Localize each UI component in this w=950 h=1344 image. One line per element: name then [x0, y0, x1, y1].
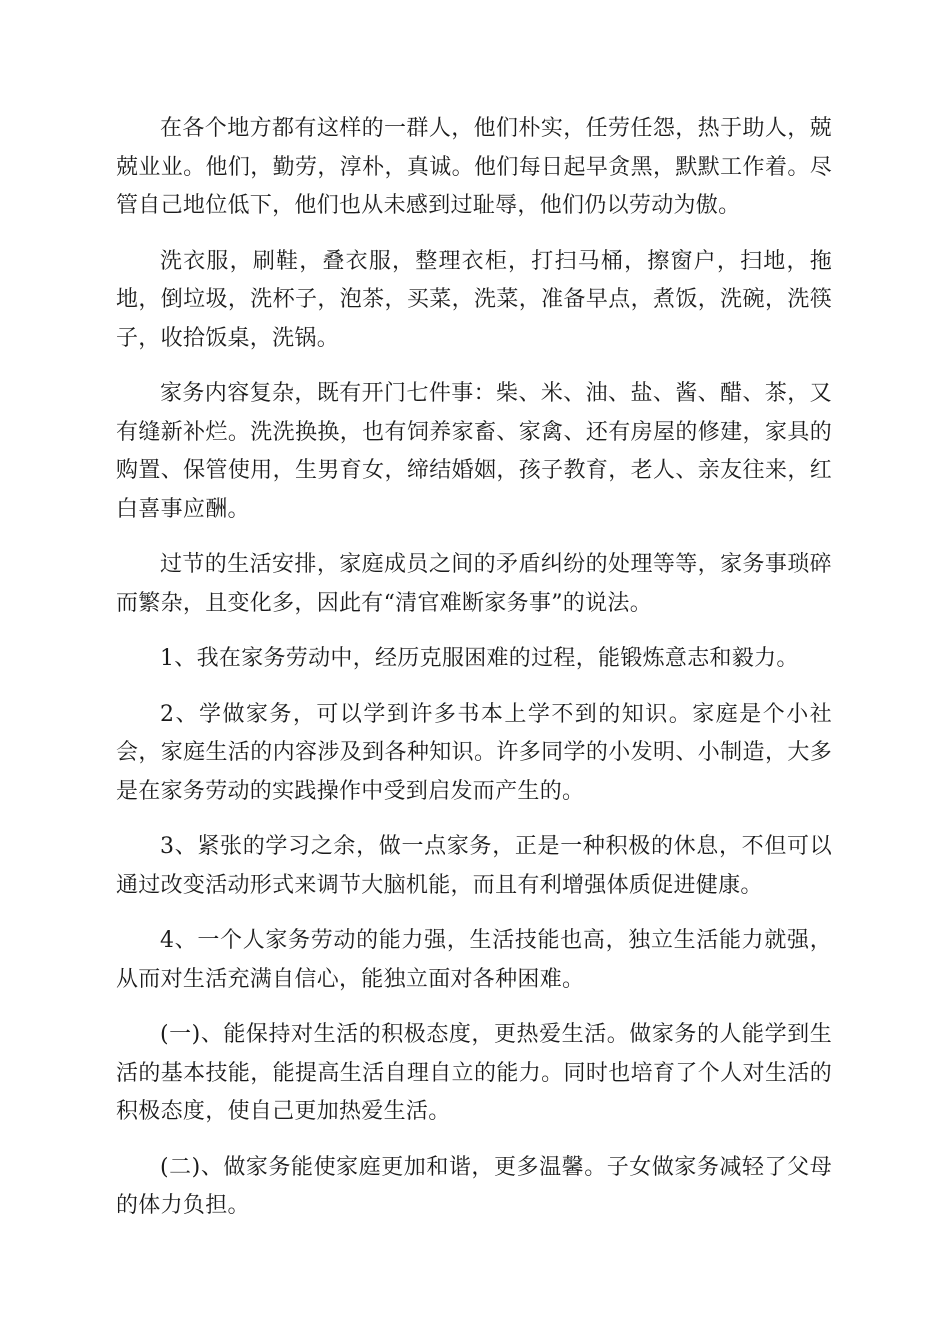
paragraph-8: 4、一个人家务劳动的能力强，生活技能也高，独立生活能力就强，从而对生活充满自信心，能独立面对各种困难。 — [116, 928, 832, 992]
paragraph-7: 3、紧张的学习之余，做一点家务，正是一种积极的休息，不但可以通过改变活动形式来调节大脑机能，而且有利增强体质促进健康。 — [116, 834, 832, 898]
paragraph-5: 1、我在家务劳动中，经历克服困难的过程，能锻炼意志和毅力。 — [160, 646, 799, 671]
paragraph-4: 过节的生活安排，家庭成员之间的矛盾纠纷的处理等等，家务事琐碎而繁杂，且变化多，因此有“清官难断家务事”的说法。 — [116, 552, 832, 616]
paragraph-2: 洗衣服，刷鞋，叠衣服，整理衣柜，打扫马桶，擦窗户，扫地，拖地，倒垃圾，洗杯子，泡茶，买菜，洗菜，准备早点，煮饭，洗碗，洗筷子，收拾饭桌，洗锅。 — [116, 248, 832, 351]
document-body — [116, 110, 832, 1243]
paragraph-1: 在各个地方都有这样的一群人，他们朴实，任劳任怨，热于助人，兢兢业业。他们，勤劳，淳朴，真诚。他们每日起早贪黑，默默工作着。尽管自己地位低下，他们也从未感到过耻辱，他们仍以劳动为傲。 — [116, 116, 832, 218]
paragraph-9: (一)、能保持对生活的积极态度，更热爱生活。做家务的人能学到生活的基本技能，能提高生活自理自立的能力。同时也培育了个人对生活的积极态度，使自己更加热爱生活。 — [116, 1022, 832, 1124]
paragraph-10: (二)、做家务能使家庭更加和谐，更多温馨。子女做家务减轻了父母的体力负担。 — [116, 1154, 832, 1218]
paragraph-6: 2、学做家务，可以学到许多书本上学不到的知识。家庭是个小社会，家庭生活的内容涉及到各种知识。许多同学的小发明、小制造，大多是在家务劳动的实践操作中受到启发而产生的。 — [116, 701, 832, 804]
paragraph-3: 家务内容复杂，既有开门七件事：柴、米、油、盐、酱、醋、茶，又有缝新补烂。洗洗换换，也有饲养家畜、家禽、还有房屋的修建，家具的购置、保管使用，生男育女，缔结婚姻，孩子教育，老人、亲友往来，红白喜事应酬。 — [116, 381, 832, 522]
